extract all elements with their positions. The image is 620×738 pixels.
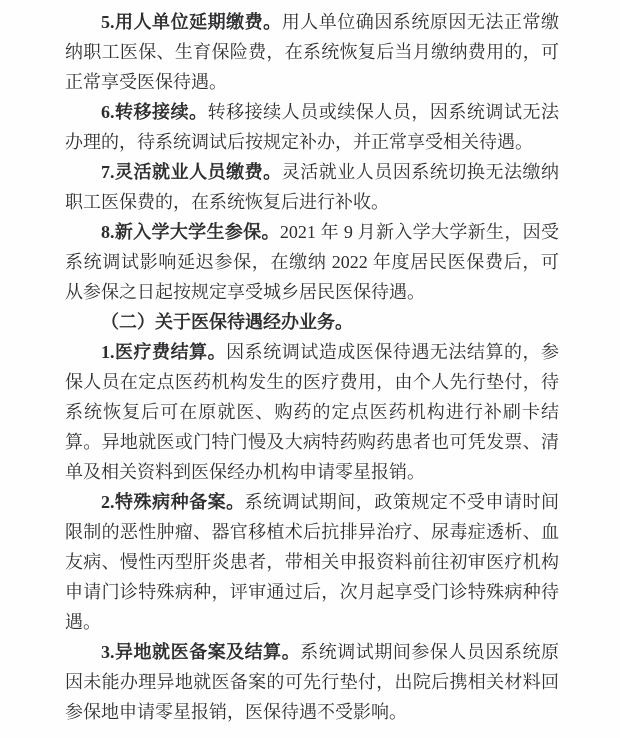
paragraph-item-1 <box>65 337 559 487</box>
paragraph-item-6-title: 6.转移接续。 <box>101 102 208 122</box>
paragraph-item-8-body: 2021 年 9 月新入学大学新生，因受系统调试影响延迟参保，在缴纳 2022 年度居民医保费后，可从参保之日起按规定享受城乡居民医保待遇。 <box>65 222 560 302</box>
section-heading-2: （二）关于医保待遇经办业务。 <box>101 312 353 332</box>
paragraph-item-3 <box>65 637 559 727</box>
paragraph-item-5 <box>65 7 559 97</box>
paragraph-item-2-body: 系统调试期间，政策规定不受申请时间限制的恶性肿瘤、器官移植术后抗排异治疗、尿毒症透析、血友病、慢性丙型肝炎患者，带相关申报资料前往初审医疗机构申请门诊特殊病种，评审通过后，次月起享受门诊特殊病种待遇。 <box>65 492 560 632</box>
paragraph-item-8-title: 8.新入学大学生参保。 <box>101 222 280 242</box>
paragraph-item-5-body: 用人单位确因系统原因无法正常缴纳职工医保、生育保险费，在系统恢复后当月缴纳费用的，可正常享受医保待遇。 <box>65 12 560 92</box>
paragraph-item-2-title: 2.特殊病种备案。 <box>101 492 245 512</box>
paragraph-item-7-body: 灵活就业人员因系统切换无法缴纳职工医保费的，在系统恢复后进行补收。 <box>65 162 560 212</box>
paragraph-item-3-body: 系统调试期间参保人员因系统原因未能办理异地就医备案的可先行垫付，出院后携相关材料回参保地申请零星报销，医保待遇不受影响。 <box>65 642 560 722</box>
paragraph-item-8 <box>65 217 559 307</box>
paragraph-item-1-title: 1.医疗费结算。 <box>101 342 227 362</box>
paragraph-item-6 <box>65 97 559 157</box>
paragraph-item-7 <box>65 157 559 217</box>
paragraph-item-7-title: 7.灵活就业人员缴费。 <box>101 162 282 182</box>
paragraph-item-5-title: 5.用人单位延期缴费。 <box>101 12 282 32</box>
paragraph-item-6-body: 转移接续人员或续保人员，因系统调试无法办理的，待系统调试后按规定补办，并正常享受相关待遇。 <box>65 102 559 152</box>
paragraph-item-1-body: 因系统调试造成医保待遇无法结算的，参保人员在定点医药机构发生的医疗费用，由个人先行垫付，待系统恢复后可在原就医、购药的定点医药机构进行补刷卡结算。异地就医或门特门慢及大病特药购药患者也可凭发票、清单及相关资料到医保经办机构申请零星报销。 <box>65 342 560 482</box>
paragraph-item-3-title: 3.异地就医备案及结算。 <box>101 642 301 662</box>
paragraph-item-2 <box>65 487 559 637</box>
